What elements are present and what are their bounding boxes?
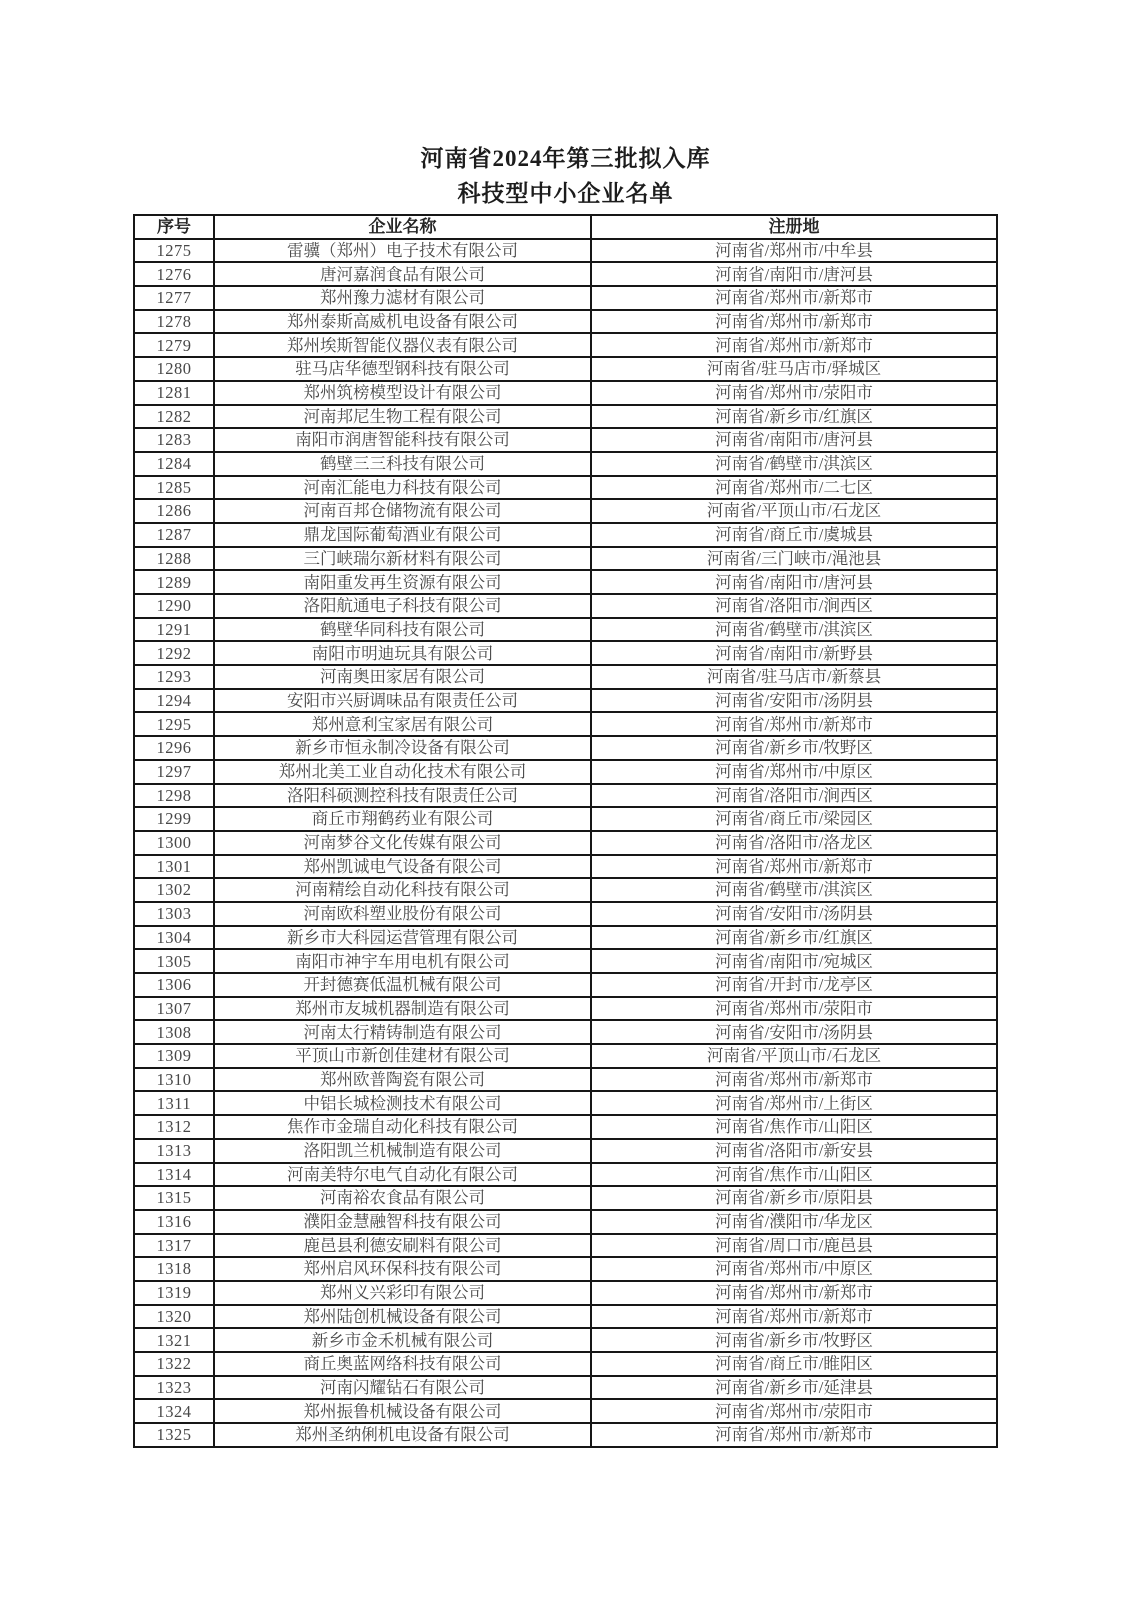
cell-company-name: 雷骥（郑州）电子技术有限公司 <box>214 239 591 263</box>
table-header-row <box>134 215 997 239</box>
table-row <box>134 665 997 689</box>
cell-company-name: 河南百邦仓储物流有限公司 <box>214 499 591 523</box>
cell-registration-place: 河南省/新乡市/原阳县 <box>591 1186 997 1210</box>
table-row <box>134 760 997 784</box>
cell-company-name: 安阳市兴厨调味品有限责任公司 <box>214 689 591 713</box>
cell-company-name: 河南奥田家居有限公司 <box>214 665 591 689</box>
cell-registration-place: 河南省/南阳市/唐河县 <box>591 262 997 286</box>
table-row <box>134 973 997 997</box>
cell-registration-place: 河南省/焦作市/山阳区 <box>591 1163 997 1187</box>
cell-company-name: 河南太行精铸制造有限公司 <box>214 1020 591 1044</box>
table-row <box>134 712 997 736</box>
cell-serial-number: 1310 <box>134 1068 214 1092</box>
cell-serial-number: 1289 <box>134 570 214 594</box>
cell-company-name: 南阳重发再生资源有限公司 <box>214 570 591 594</box>
cell-serial-number: 1319 <box>134 1281 214 1305</box>
cell-serial-number: 1320 <box>134 1305 214 1329</box>
cell-registration-place: 河南省/郑州市/新郑市 <box>591 310 997 334</box>
table-row <box>134 878 997 902</box>
cell-registration-place: 河南省/驻马店市/驿城区 <box>591 357 997 381</box>
cell-company-name: 郑州陆创机械设备有限公司 <box>214 1305 591 1329</box>
cell-registration-place: 河南省/焦作市/山阳区 <box>591 1115 997 1139</box>
table-row <box>134 1091 997 1115</box>
table-row <box>134 1020 997 1044</box>
cell-company-name: 河南梦谷文化传媒有限公司 <box>214 831 591 855</box>
cell-serial-number: 1324 <box>134 1399 214 1423</box>
table-row <box>134 476 997 500</box>
cell-serial-number: 1290 <box>134 594 214 618</box>
cell-registration-place: 河南省/周口市/鹿邑县 <box>591 1234 997 1258</box>
title-line-2: 科技型中小企业名单 <box>457 181 674 206</box>
cell-serial-number: 1306 <box>134 973 214 997</box>
cell-registration-place: 河南省/三门峡市/渑池县 <box>591 547 997 571</box>
cell-company-name: 河南闪耀钻石有限公司 <box>214 1376 591 1400</box>
table-row <box>134 1399 997 1423</box>
cell-company-name: 郑州振鲁机械设备有限公司 <box>214 1399 591 1423</box>
cell-serial-number: 1280 <box>134 357 214 381</box>
cell-serial-number: 1307 <box>134 997 214 1021</box>
header-registration-place: 注册地 <box>591 215 997 239</box>
cell-serial-number: 1293 <box>134 665 214 689</box>
table-row <box>134 1163 997 1187</box>
cell-serial-number: 1309 <box>134 1044 214 1068</box>
cell-company-name: 郑州埃斯智能仪器仪表有限公司 <box>214 333 591 357</box>
cell-registration-place: 河南省/郑州市/新郑市 <box>591 333 997 357</box>
cell-registration-place: 河南省/安阳市/汤阴县 <box>591 1020 997 1044</box>
cell-registration-place: 河南省/商丘市/睢阳区 <box>591 1352 997 1376</box>
table-row <box>134 1257 997 1281</box>
cell-registration-place: 河南省/新乡市/红旗区 <box>591 926 997 950</box>
cell-company-name: 郑州筑榜模型设计有限公司 <box>214 381 591 405</box>
cell-serial-number: 1279 <box>134 333 214 357</box>
table-row <box>134 902 997 926</box>
table-row <box>134 1234 997 1258</box>
cell-registration-place: 河南省/南阳市/唐河县 <box>591 428 997 452</box>
table-row <box>134 1328 997 1352</box>
table-row <box>134 689 997 713</box>
cell-company-name: 河南欧科塑业股份有限公司 <box>214 902 591 926</box>
cell-registration-place: 河南省/郑州市/中原区 <box>591 1257 997 1281</box>
cell-registration-place: 河南省/鹤壁市/淇滨区 <box>591 452 997 476</box>
table-row <box>134 310 997 334</box>
cell-registration-place: 河南省/郑州市/二七区 <box>591 476 997 500</box>
cell-serial-number: 1317 <box>134 1234 214 1258</box>
cell-company-name: 郑州义兴彩印有限公司 <box>214 1281 591 1305</box>
cell-company-name: 郑州凯诚电气设备有限公司 <box>214 855 591 879</box>
cell-serial-number: 1313 <box>134 1139 214 1163</box>
title-line-1: 河南省2024年第三批拟入库 <box>420 146 711 171</box>
table-row <box>134 1305 997 1329</box>
cell-serial-number: 1314 <box>134 1163 214 1187</box>
cell-registration-place: 河南省/郑州市/新郑市 <box>591 712 997 736</box>
cell-serial-number: 1300 <box>134 831 214 855</box>
table-row <box>134 926 997 950</box>
cell-serial-number: 1298 <box>134 784 214 808</box>
cell-serial-number: 1291 <box>134 618 214 642</box>
cell-registration-place: 河南省/郑州市/新郑市 <box>591 855 997 879</box>
cell-serial-number: 1282 <box>134 405 214 429</box>
cell-registration-place: 河南省/新乡市/延津县 <box>591 1376 997 1400</box>
cell-registration-place: 河南省/商丘市/梁园区 <box>591 807 997 831</box>
cell-registration-place: 河南省/洛阳市/新安县 <box>591 1139 997 1163</box>
table-row <box>134 855 997 879</box>
cell-registration-place: 河南省/洛阳市/洛龙区 <box>591 831 997 855</box>
table-row <box>134 1044 997 1068</box>
cell-serial-number: 1299 <box>134 807 214 831</box>
table-row <box>134 1352 997 1376</box>
table-row <box>134 1210 997 1234</box>
table-row <box>134 428 997 452</box>
cell-company-name: 郑州圣纳俐机电设备有限公司 <box>214 1423 591 1447</box>
cell-registration-place: 河南省/鹤壁市/淇滨区 <box>591 878 997 902</box>
cell-serial-number: 1292 <box>134 641 214 665</box>
table-row <box>134 357 997 381</box>
cell-registration-place: 河南省/郑州市/新郑市 <box>591 286 997 310</box>
cell-company-name: 焦作市金瑞自动化科技有限公司 <box>214 1115 591 1139</box>
cell-serial-number: 1303 <box>134 902 214 926</box>
cell-registration-place: 河南省/驻马店市/新蔡县 <box>591 665 997 689</box>
cell-company-name: 三门峡瑞尔新材料有限公司 <box>214 547 591 571</box>
cell-company-name: 河南精绘自动化科技有限公司 <box>214 878 591 902</box>
cell-company-name: 平顶山市新创佳建材有限公司 <box>214 1044 591 1068</box>
table-row <box>134 1139 997 1163</box>
cell-serial-number: 1304 <box>134 926 214 950</box>
cell-company-name: 中铝长城检测技术有限公司 <box>214 1091 591 1115</box>
cell-registration-place: 河南省/平顶山市/石龙区 <box>591 1044 997 1068</box>
table-row <box>134 1376 997 1400</box>
cell-registration-place: 河南省/平顶山市/石龙区 <box>591 499 997 523</box>
cell-serial-number: 1297 <box>134 760 214 784</box>
cell-serial-number: 1284 <box>134 452 214 476</box>
table-row <box>134 997 997 1021</box>
cell-company-name: 郑州泰斯高威机电设备有限公司 <box>214 310 591 334</box>
table-row <box>134 286 997 310</box>
cell-serial-number: 1322 <box>134 1352 214 1376</box>
cell-company-name: 河南邦尼生物工程有限公司 <box>214 405 591 429</box>
table-row <box>134 1115 997 1139</box>
cell-registration-place: 河南省/洛阳市/涧西区 <box>591 594 997 618</box>
cell-serial-number: 1323 <box>134 1376 214 1400</box>
cell-serial-number: 1286 <box>134 499 214 523</box>
cell-registration-place: 河南省/鹤壁市/淇滨区 <box>591 618 997 642</box>
cell-company-name: 洛阳凯兰机械制造有限公司 <box>214 1139 591 1163</box>
cell-registration-place: 河南省/开封市/龙亭区 <box>591 973 997 997</box>
cell-registration-place: 河南省/郑州市/荥阳市 <box>591 997 997 1021</box>
cell-registration-place: 河南省/新乡市/牧野区 <box>591 736 997 760</box>
cell-company-name: 河南裕农食品有限公司 <box>214 1186 591 1210</box>
cell-company-name: 洛阳航通电子科技有限公司 <box>214 594 591 618</box>
company-table <box>133 214 998 1448</box>
cell-serial-number: 1295 <box>134 712 214 736</box>
cell-registration-place: 河南省/安阳市/汤阴县 <box>591 689 997 713</box>
cell-company-name: 新乡市大科园运营管理有限公司 <box>214 926 591 950</box>
table-row <box>134 262 997 286</box>
cell-registration-place: 河南省/郑州市/新郑市 <box>591 1281 997 1305</box>
table-row <box>134 1423 997 1447</box>
cell-company-name: 开封德赛低温机械有限公司 <box>214 973 591 997</box>
table-row <box>134 784 997 808</box>
cell-registration-place: 河南省/郑州市/上街区 <box>591 1091 997 1115</box>
cell-serial-number: 1305 <box>134 949 214 973</box>
cell-company-name: 唐河嘉润食品有限公司 <box>214 262 591 286</box>
table-row <box>134 405 997 429</box>
cell-company-name: 郑州豫力滤材有限公司 <box>214 286 591 310</box>
cell-company-name: 新乡市金禾机械有限公司 <box>214 1328 591 1352</box>
cell-serial-number: 1283 <box>134 428 214 452</box>
table-row <box>134 831 997 855</box>
cell-registration-place: 河南省/郑州市/中原区 <box>591 760 997 784</box>
cell-company-name: 驻马店华德型钢科技有限公司 <box>214 357 591 381</box>
table-row <box>134 333 997 357</box>
cell-serial-number: 1276 <box>134 262 214 286</box>
cell-company-name: 南阳市明迪玩具有限公司 <box>214 641 591 665</box>
table-row <box>134 499 997 523</box>
table-row <box>134 381 997 405</box>
table-row <box>134 641 997 665</box>
cell-serial-number: 1325 <box>134 1423 214 1447</box>
cell-serial-number: 1296 <box>134 736 214 760</box>
table-row <box>134 949 997 973</box>
cell-company-name: 洛阳科硕测控科技有限责任公司 <box>214 784 591 808</box>
cell-registration-place: 河南省/新乡市/牧野区 <box>591 1328 997 1352</box>
cell-serial-number: 1277 <box>134 286 214 310</box>
cell-company-name: 河南汇能电力科技有限公司 <box>214 476 591 500</box>
cell-registration-place: 河南省/郑州市/新郑市 <box>591 1068 997 1092</box>
cell-registration-place: 河南省/安阳市/汤阴县 <box>591 902 997 926</box>
cell-registration-place: 河南省/郑州市/新郑市 <box>591 1305 997 1329</box>
table-body <box>134 239 997 1447</box>
cell-company-name: 鹤壁三三科技有限公司 <box>214 452 591 476</box>
cell-serial-number: 1311 <box>134 1091 214 1115</box>
cell-serial-number: 1294 <box>134 689 214 713</box>
table-row <box>134 1186 997 1210</box>
cell-company-name: 商丘奥蓝网络科技有限公司 <box>214 1352 591 1376</box>
table-row <box>134 523 997 547</box>
cell-company-name: 新乡市恒永制冷设备有限公司 <box>214 736 591 760</box>
table-row <box>134 1068 997 1092</box>
table-row <box>134 736 997 760</box>
cell-serial-number: 1318 <box>134 1257 214 1281</box>
cell-registration-place: 河南省/南阳市/宛城区 <box>591 949 997 973</box>
cell-company-name: 鹿邑县利德安刷料有限公司 <box>214 1234 591 1258</box>
cell-serial-number: 1281 <box>134 381 214 405</box>
document-title <box>0 141 1131 211</box>
cell-registration-place: 河南省/商丘市/虞城县 <box>591 523 997 547</box>
table-row <box>134 452 997 476</box>
cell-registration-place: 河南省/郑州市/新郑市 <box>591 1423 997 1447</box>
cell-serial-number: 1275 <box>134 239 214 263</box>
header-serial-number: 序号 <box>134 215 214 239</box>
cell-registration-place: 河南省/洛阳市/涧西区 <box>591 784 997 808</box>
cell-registration-place: 河南省/南阳市/唐河县 <box>591 570 997 594</box>
cell-serial-number: 1288 <box>134 547 214 571</box>
cell-company-name: 郑州市友城机器制造有限公司 <box>214 997 591 1021</box>
cell-company-name: 南阳市润唐智能科技有限公司 <box>214 428 591 452</box>
cell-company-name: 商丘市翔鹤药业有限公司 <box>214 807 591 831</box>
cell-company-name: 鹤壁华同科技有限公司 <box>214 618 591 642</box>
cell-serial-number: 1278 <box>134 310 214 334</box>
cell-serial-number: 1308 <box>134 1020 214 1044</box>
cell-serial-number: 1287 <box>134 523 214 547</box>
cell-serial-number: 1312 <box>134 1115 214 1139</box>
cell-registration-place: 河南省/郑州市/荥阳市 <box>591 1399 997 1423</box>
table-row <box>134 594 997 618</box>
cell-company-name: 鼎龙国际葡萄酒业有限公司 <box>214 523 591 547</box>
cell-company-name: 河南美特尔电气自动化有限公司 <box>214 1163 591 1187</box>
cell-registration-place: 河南省/郑州市/中牟县 <box>591 239 997 263</box>
cell-serial-number: 1302 <box>134 878 214 902</box>
cell-company-name: 濮阳金慧融智科技有限公司 <box>214 1210 591 1234</box>
cell-company-name: 郑州启风环保科技有限公司 <box>214 1257 591 1281</box>
cell-company-name: 南阳市神宇车用电机有限公司 <box>214 949 591 973</box>
table-row <box>134 547 997 571</box>
table-row <box>134 618 997 642</box>
table-row <box>134 570 997 594</box>
table-row <box>134 239 997 263</box>
cell-registration-place: 河南省/南阳市/新野县 <box>591 641 997 665</box>
table-row <box>134 807 997 831</box>
cell-serial-number: 1315 <box>134 1186 214 1210</box>
cell-serial-number: 1285 <box>134 476 214 500</box>
cell-registration-place: 河南省/濮阳市/华龙区 <box>591 1210 997 1234</box>
cell-company-name: 郑州欧普陶瓷有限公司 <box>214 1068 591 1092</box>
cell-company-name: 郑州意利宝家居有限公司 <box>214 712 591 736</box>
table-row <box>134 1281 997 1305</box>
cell-registration-place: 河南省/郑州市/荥阳市 <box>591 381 997 405</box>
cell-serial-number: 1321 <box>134 1328 214 1352</box>
cell-serial-number: 1301 <box>134 855 214 879</box>
cell-company-name: 郑州北美工业自动化技术有限公司 <box>214 760 591 784</box>
cell-registration-place: 河南省/新乡市/红旗区 <box>591 405 997 429</box>
header-company-name: 企业名称 <box>214 215 591 239</box>
cell-serial-number: 1316 <box>134 1210 214 1234</box>
